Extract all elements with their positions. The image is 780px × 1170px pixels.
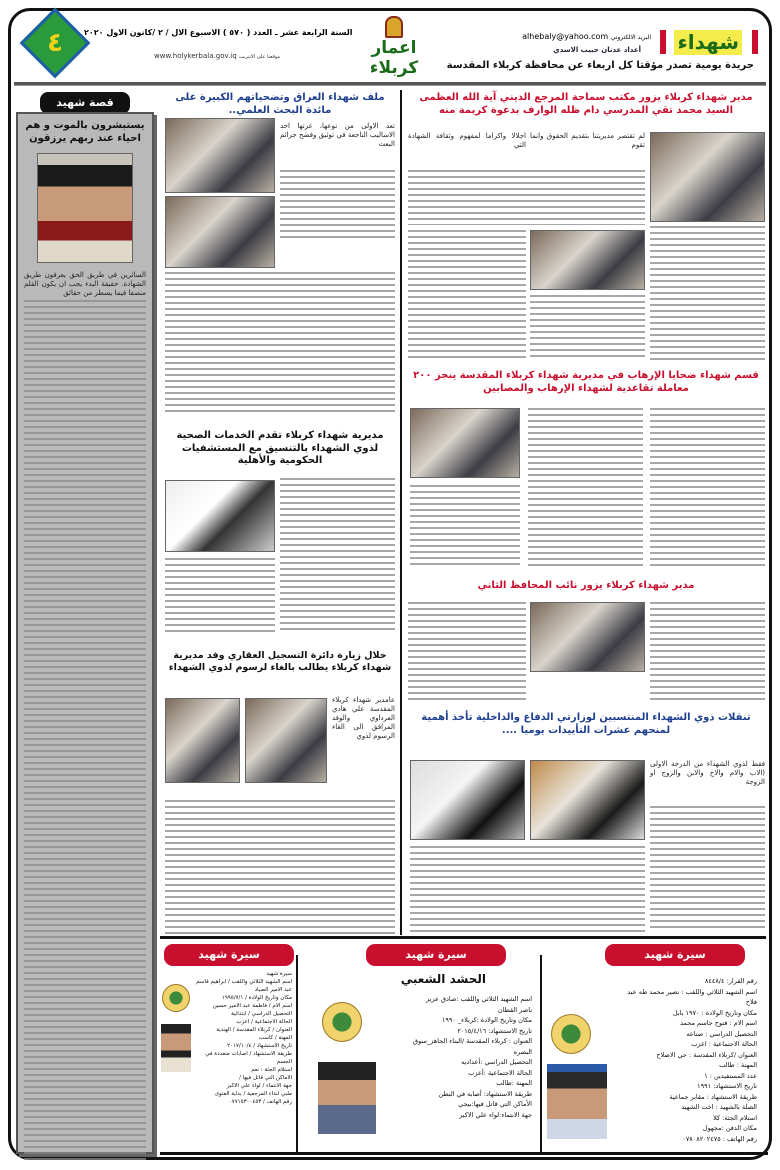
bio-line: رقم الهاتف : ٠٧٨٠٨٢٠٢٤٧٥ <box>682 1134 757 1143</box>
bio-line: مكان وتاريخ الولادة :كربلاء_ ١٩٩٠ <box>441 1016 532 1024</box>
bio-line: المهنة / كاسب <box>258 1035 292 1041</box>
bio-line: المهنة : طالب <box>719 1061 757 1069</box>
bio-line: الحالة الاجتماعية :أعزب <box>468 1068 532 1077</box>
visit-modarresi-lead-b: اجلالا واكراما لمفهوم وثقافة الشهادة التي <box>408 132 526 149</box>
visit-modarresi-headline: مدير شهداء كربلاء يزور مكتب سماحة المرجع الديني آية الله العظمى السيد محمد تقي المدرسي دام ظله الوارف بدعوة كريمة منه <box>419 92 753 116</box>
deputy-governor-headline: مدير شهداء كربلاء يزور نائب المحافظ الثاني <box>477 580 695 591</box>
visit-modarresi-lead-a: لم تقتصر مديريتنا بتقديم الحقوق وانما تقوم <box>530 132 645 149</box>
article-photo <box>245 698 327 783</box>
health-headline: مديرية شهداء كربلاء تقدم الخدمات الصحية لذوي الشهداء بالتنسيق مع المستشفيات الحكومية والأهلية <box>176 430 384 466</box>
bio-line: الحالة الاجتماعية : اعزب <box>691 1040 757 1048</box>
martyr-photo <box>547 1064 607 1139</box>
bio-line: اسم الشهيد الثلاثي واللقب : نصير محمد طه عبد فلاح <box>627 987 757 1006</box>
prepared-by: أعداد عدنان حبيب الاسدي <box>553 46 641 54</box>
bio-line: مكان وتاريخ الولادة : ١٩٧٠ بابل <box>672 1008 757 1017</box>
bio-line: رقم القرار: ٨٤٤٨/٤ <box>704 977 757 985</box>
bio-line: تاريخ الاستشهاد: ٢٠١٥/٤/١٦ <box>457 1026 532 1035</box>
bio-line: استلام الجثة: كلا <box>713 1113 757 1122</box>
seal-emblem-icon <box>551 1014 591 1054</box>
logo-text: اعمار كربلاء <box>369 38 419 78</box>
bio-line: تاريخ الاستشهاد / ٢٠١٧/١٠/٤ <box>227 1043 292 1049</box>
bio-line: رقم الهاتف / ٠٧٧١٥٣٠٠٤٥٣ <box>228 1099 292 1105</box>
bio-line: الصلة بالشهيد : اخت الشهيد <box>681 1103 757 1111</box>
bio-card-1 <box>545 944 765 1154</box>
seal-emblem-icon <box>162 984 190 1012</box>
bio-line: الحالة الاجتماعية / اعزب <box>236 1019 292 1025</box>
section-rule <box>160 936 766 939</box>
article-photo <box>165 698 240 783</box>
bio-line: اسم الام : فتوح جاسم محمد <box>680 1019 757 1027</box>
real-estate-headline: خلال زيارة دائرة التسجيل العقاري وفد مديرية شهداء كربلاء يطالب بالغاء لرسوم لذوي الشهداء <box>168 650 392 673</box>
real-estate-lead: عامدير شهداء كربلاء المقدسة علي هادي العرداوي والوفد المرافق الى الغاء الرسوم لذوي <box>332 696 395 740</box>
bio-card-2 <box>300 944 536 1154</box>
seal-emblem-icon <box>322 1002 362 1042</box>
bio-line: سيرة شهيد <box>266 971 292 977</box>
bio-line: طريقة الاستشهاد / اصابات متعددة في الجسم <box>205 1051 292 1065</box>
article-photo <box>410 760 525 840</box>
iraq-file-lead: تعد الاولى من نوعها، غرتها احد الاساليب الناجعة في توثيق وفضح جرائم البعث <box>280 122 395 148</box>
bio-line: مكان وتاريخ الولادة / ١٩٩٥/٧/١ <box>221 995 292 1001</box>
bio-line: الاماكن التي قاتل فيها / <box>239 1075 292 1081</box>
masthead <box>14 12 766 80</box>
bio-label: سيرة شهيد <box>164 944 294 966</box>
bio-line: التحصيل الدراسي / ابتدائية <box>231 1011 292 1017</box>
martyr-photo <box>318 1062 376 1134</box>
bio-line: استلام الجثة : نعم <box>251 1067 292 1073</box>
iraq-file-headline: ملف شهداء العراق وتضحياتهم الكبيرة على مائدة البحث العلمي.. <box>175 92 385 116</box>
website[interactable]: www.holykerbala.gov.iq موقعنا على الانترنت <box>154 52 281 60</box>
article-photo <box>530 230 645 290</box>
article-photo <box>165 118 275 193</box>
transfers-headline: تنقلات ذوي الشهداء المنتسبين لوزارتي الدفاع والداخلية تأخذ أهمية لمنحهم عشرات التأييدات يوميا .... <box>421 712 751 736</box>
red-bar <box>660 30 666 54</box>
logo-emblem-icon <box>385 16 403 38</box>
martyr-story-headline: يستبشرون بالموت و هم احياء عند ربهم يرزقون <box>25 120 145 144</box>
martyr-story-lead: السائرين في طريق الحق يعرفون طريق الشهادة. حقيقة البدء يجب ان يكون القلم منصفا فيما يسطر من حقائق <box>24 271 146 297</box>
terror-victims-headline: قسم شهداء ضحايا الإرهاب في مديرية شهداء كربلاء المقدسة ينجز ٢٠٠ معاملة تقاعدية لشهداء الإرهاب والمصابين <box>413 370 759 394</box>
article-photo <box>410 408 520 478</box>
article-photo <box>165 480 275 552</box>
martyr-photo <box>37 153 133 263</box>
martyr-story-label: قصة شهيد <box>40 92 130 114</box>
transfers-lead: فقط لذوي الشهداء من الدرجة الاولى (الاب والام والاخ والابن والزوج او الزوجة <box>650 760 765 786</box>
bio-line: التحصيل الدراسي :أعداديه <box>461 1058 532 1066</box>
tagline: جريدة يومية تصدر مؤقتا كل اربعاء عن محافظة كربلاء المقدسة <box>446 60 754 71</box>
bio-line: المهنة :طالب <box>496 1079 532 1087</box>
bio-label: سيرة شهيد <box>605 944 745 966</box>
bio-line: العنوان / كربلاء المقدسة / الهندية <box>216 1027 292 1033</box>
bio-line: مكان الدفن :مجهول <box>702 1124 757 1132</box>
bio-card-3 <box>160 944 294 1154</box>
bio-line: طريقة الاستشهاد: أصابه في البطن <box>438 1089 532 1098</box>
bio-line: اسم الشهيد الثلاثي واللقب / ابراهيم قاسم عبد الامير الصياد <box>196 979 292 993</box>
issue-info: السنة الرابعة عشر ـ العدد ( ٥٧٠ ) الاسبوع الال / ٢ /كانون الاول ٢٠٢٠ <box>84 28 353 37</box>
red-bar <box>752 30 758 54</box>
column-divider <box>400 90 402 935</box>
masthead-rule <box>14 82 766 86</box>
bio-line: ملبي لنداء المرجعية / بداية الفتوى <box>214 1091 292 1097</box>
bio-line: جهة الانتماء / لواء علي الاكبر <box>226 1083 292 1089</box>
article-photo <box>650 132 765 222</box>
martyr-story-box <box>16 112 154 1154</box>
bio-line: اسم الشهيد الثلاثي واللقب :صادق عزيز ناصر القطان <box>426 995 532 1014</box>
bio-line: الأماكن التي قاتل فيها:بيجي <box>458 1100 532 1108</box>
bio-line: اسم الام / فاطمة عبد الامير حسين <box>212 1003 292 1009</box>
email[interactable]: alhebaly@yahoo.com البريد الالكتروني <box>522 32 651 41</box>
section-title: شهداء <box>674 30 742 55</box>
footer-rule <box>160 1152 768 1155</box>
article-photo <box>530 760 645 840</box>
bio-line: العنوان : كربلاء المقدسة /البناء الجاهز_سوق البصره <box>413 1037 532 1056</box>
martyr-photo <box>161 1024 191 1072</box>
article-photo <box>165 196 275 268</box>
bio-label: سيرة شهيد <box>366 944 506 966</box>
bio-line: جهة الانتماء:لواء علي الاكبر <box>459 1110 532 1119</box>
bio-details <box>192 970 292 1106</box>
logo <box>352 16 436 78</box>
bio-details <box>617 976 757 1144</box>
bio-line: عدد المستفيدين : ١ <box>704 1071 757 1080</box>
bio-line: طريقة الاستشهاد : مقابر جماعية <box>669 1092 757 1101</box>
bio-details <box>412 994 532 1120</box>
page-number-badge: ٤ <box>20 8 91 79</box>
article-photo <box>530 602 645 672</box>
bio-line: العنوان /كربلاء المقدسة : حي الاصلاح <box>656 1050 757 1059</box>
bio-line: التحصيل الدراسي : صناعه <box>686 1029 757 1038</box>
bio-subtitle: الحشد الشعبي <box>400 972 486 986</box>
bio-line: تاريخ الاستشهاد: ١٩٩١ <box>697 1082 757 1090</box>
